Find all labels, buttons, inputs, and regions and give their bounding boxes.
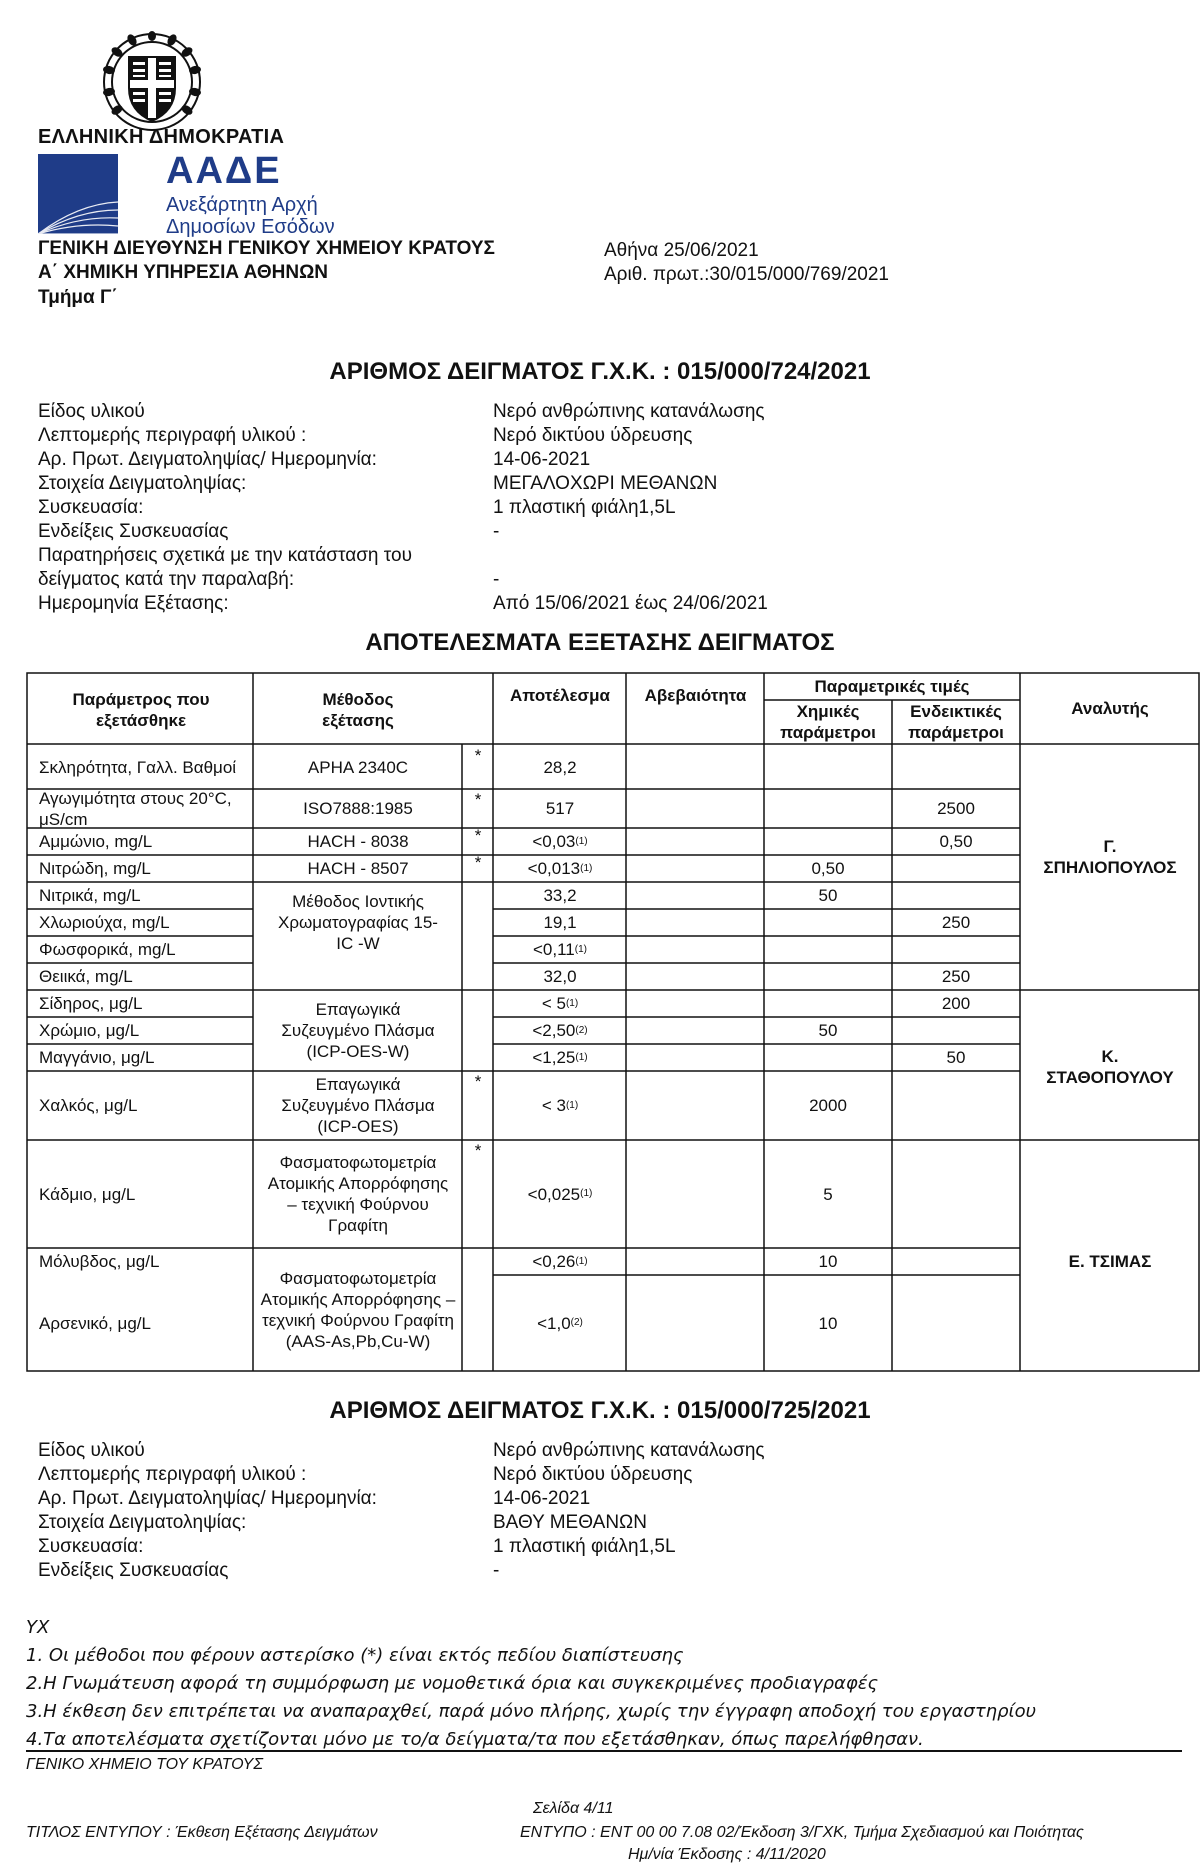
parameter-cell: Αμμώνιο, mg/L <box>39 832 153 851</box>
accreditation-asterisk: * <box>474 745 482 765</box>
chemical-limit-cell: 50 <box>818 886 838 905</box>
parameter-cell: Αγωγιμότητα στους 20°C, μS/cm <box>39 788 232 829</box>
info-label: Αρ. Πρωτ. Δειγματοληψίας/ Ημερομηνία: <box>38 449 377 470</box>
header-param-values: Παραμετρικές τιμές <box>814 677 970 696</box>
parameter-cell: Μόλυβδος, μg/L <box>39 1252 160 1271</box>
accreditation-asterisk: * <box>474 789 482 809</box>
header-method: Μέθοδος εξέτασης <box>322 690 394 730</box>
result-cell: 32,0 <box>543 967 577 986</box>
info-label: Είδος υλικού <box>38 1440 145 1461</box>
header-analyst: Αναλυτής <box>1071 698 1149 718</box>
info-value: Από 15/06/2021 έως 24/06/2021 <box>493 593 768 614</box>
parameter-cell: Χρώμιο, μg/L <box>39 1021 140 1040</box>
result-cell: <0,03 (1) <box>532 832 588 851</box>
results-table <box>26 672 1200 1372</box>
method-cell: Επαγωγικά Συζευγμένο Πλάσμα (ICP-OES-W) <box>281 999 435 1061</box>
indicative-limit-cell: 50 <box>946 1048 966 1067</box>
analyst-name: Κ. ΣΤΑΘΟΠΟΥΛΟΥ <box>1046 1047 1174 1087</box>
info-value: ΜΕΓΑΛΟΧΩΡΙ ΜΕΘΑΝΩΝ <box>493 473 718 494</box>
logo-name: ΑΑΔΕ <box>166 150 282 192</box>
accreditation-asterisk: * <box>474 825 482 845</box>
sample-title: ΑΡΙΘΜΟΣ ΔΕΙΓΜΑΤΟΣ Γ.Χ.Κ. : 015/000/724/2021 <box>329 358 871 385</box>
info-label: Συσκευασία: <box>38 1536 144 1557</box>
greek-coat-of-arms-icon <box>100 30 205 135</box>
method-cell: Επαγωγικά Συζευγμένο Πλάσμα (ICP-OES) <box>281 1075 435 1136</box>
section: Τμήμα Γ΄ <box>38 287 118 308</box>
info-value: Νερό ανθρώπινης κατανάλωσης <box>493 1440 765 1461</box>
parameter-cell: Φωσφορικά, mg/L <box>39 940 176 959</box>
place-date: Αθήνα 25/06/2021 <box>604 240 759 261</box>
result-cell: < 5 (1) <box>541 994 579 1013</box>
header-uncertainty: Αβεβαιότητα <box>644 685 747 705</box>
republic-name: ΕΛΛΗΝΙΚΗ ΔΗΜΟΚΡΑΤΙΑ <box>38 126 285 148</box>
info-label: Παρατηρήσεις σχετικά με την κατάσταση του <box>38 545 412 566</box>
notes-section <box>26 1614 1186 1754</box>
parameter-cell: Σίδηρος, μg/L <box>39 994 143 1013</box>
header-parameter: Παράμετρος που εξετάσθηκε <box>72 690 210 730</box>
info-value: - <box>493 569 500 590</box>
method-cell: APHA 2340C <box>307 757 409 777</box>
parameter-cell: Θειικά, mg/L <box>39 967 133 986</box>
chemical-limit-cell: 50 <box>818 1021 838 1040</box>
header-result: Αποτέλεσμα <box>510 685 610 705</box>
parameter-cell: Μαγγάνιο, μg/L <box>39 1048 155 1067</box>
analyst-name: Ε. ΤΣΙΜΑΣ <box>1068 1252 1152 1271</box>
result-cell: 19,1 <box>543 913 577 932</box>
analyst-name: Γ. ΣΠΗΛΙΟΠΟΥΛΟΣ <box>1043 837 1177 877</box>
info-label: Στοιχεία Δειγματοληψίας: <box>38 1512 247 1533</box>
note-item: 3.Η έκθεση δεν επιτρέπεται να αναπαραχθεί, παρά μόνο πλήρης, χωρίς την έγγραφη αποδοχή του εργαστηρίου <box>26 1701 1037 1722</box>
form-code: ΕΝΤΥΠΟ : ΕΝΤ 00 00 7.08 02/Έκδοση 3/ΓΧΚ, Τμήμα Σχεδιασμού και Ποιότητας <box>520 1824 1084 1841</box>
result-cell: 28,2 <box>543 757 577 777</box>
accreditation-asterisk: * <box>474 1140 482 1160</box>
directorate: ΓΕΝΙΚΗ ΔΙΕΥΘΥΝΣΗ ΓΕΝΙΚΟΥ ΧΗΜΕΙΟΥ ΚΡΑΤΟΥΣ <box>38 238 495 259</box>
note-item: 4.Τα αποτελέσματα σχετίζονται μόνο με το/α δείγματα/τα που εξετάσθηκαν, όπως παρελήφθησαν. <box>26 1729 924 1750</box>
info-label: δείγματος κατά την παραλαβή: <box>38 569 295 590</box>
info-value: Νερό ανθρώπινης κατανάλωσης <box>493 401 765 422</box>
protocol-number: Αριθ. πρωτ.:30/015/000/769/2021 <box>604 264 889 285</box>
issue-date: Ημ/νία Έκδοσης : 4/11/2020 <box>628 1846 826 1863</box>
form-title: ΤΙΤΛΟΣ ΕΝΤΥΠΟΥ : Έκθεση Εξέτασης Δειγμάτων <box>26 1824 378 1841</box>
info-label: Αρ. Πρωτ. Δειγματοληψίας/ Ημερομηνία: <box>38 1488 377 1509</box>
page-number: Σελίδα 4/11 <box>533 1800 614 1817</box>
info-label: Ημερομηνία Εξέτασης: <box>38 593 229 614</box>
aade-logo <box>38 150 338 238</box>
method-cell: Φασματοφωτομετρία Ατομικής Απορρόφησης – τεχνική Φούρνου Γραφίτη <box>267 1153 449 1235</box>
result-cell: <0,26 (1) <box>532 1252 588 1271</box>
info-value: Νερό δικτύου ύδρευσης <box>493 1464 693 1485</box>
info-value: 1 πλαστική φιάλη1,5L <box>493 1536 676 1557</box>
result-cell: <2,50 (2) <box>532 1021 588 1040</box>
info-value: - <box>493 521 500 542</box>
result-cell: 33,2 <box>543 886 577 905</box>
result-cell: 517 <box>545 799 575 818</box>
accreditation-asterisk: * <box>474 1071 482 1091</box>
service: Α΄ ΧΗΜΙΚΗ ΥΠΗΡΕΣΙΑ ΑΘΗΝΩΝ <box>38 262 329 283</box>
footer-divider <box>26 1750 1182 1752</box>
result-cell: <0,11 (1) <box>533 940 587 959</box>
info-label: Είδος υλικού <box>38 401 145 422</box>
chemical-limit-cell: 2000 <box>809 1096 847 1115</box>
indicative-limit-cell: 0,50 <box>939 832 973 851</box>
method-cell: Μέθοδος Ιοντικής Χρωματογραφίας 15-IC -W <box>278 891 438 953</box>
aade-logo-mark-icon <box>38 154 118 234</box>
result-cell: <0,013 (1) <box>527 859 593 878</box>
parameter-cell: Νιτρικά, mg/L <box>39 886 141 905</box>
parameter-cell: Χαλκός, μg/L <box>39 1096 138 1115</box>
result-cell: <1,0 (2) <box>537 1313 583 1333</box>
method-cell: HACH - 8038 <box>307 832 409 851</box>
info-label: Συσκευασία: <box>38 497 144 518</box>
info-label: Λεπτομερής περιγραφή υλικού : <box>38 1464 307 1485</box>
header-chemical: Χημικές παράμετροι <box>780 702 876 742</box>
info-label: Λεπτομερής περιγραφή υλικού : <box>38 425 307 446</box>
sample-info <box>38 401 1038 617</box>
logo-subtitle-line1: Ανεξάρτητη Αρχή <box>166 194 318 216</box>
indicative-limit-cell: 250 <box>941 913 971 932</box>
indicative-limit-cell: 250 <box>941 967 971 986</box>
indicative-limit-cell: 2500 <box>937 799 975 818</box>
info-label: Στοιχεία Δειγματοληψίας: <box>38 473 247 494</box>
sample-info <box>38 1440 1038 1584</box>
info-value: - <box>493 1560 500 1581</box>
footer-lab-name: ΓΕΝΙΚΟ ΧΗΜΕΙΟ ΤΟΥ ΚΡΑΤΟΥΣ <box>26 1756 263 1773</box>
parameter-cell: Αρσενικό, μg/L <box>39 1313 151 1333</box>
result-cell: < 3 (1) <box>541 1096 579 1115</box>
result-cell: <0,025 (1) <box>527 1184 593 1204</box>
header-indicative: Ενδεικτικές παράμετροι <box>908 702 1004 742</box>
parameter-cell: Κάδμιο, μg/L <box>39 1184 136 1204</box>
chemical-limit-cell: 10 <box>818 1313 838 1333</box>
accreditation-asterisk: * <box>474 852 482 872</box>
results-title: ΑΠΟΤΕΛΕΣΜΑΤΑ ΕΞΕΤΑΣΗΣ ΔΕΙΓΜΑΤΟΣ <box>365 629 835 656</box>
info-value: 1 πλαστική φιάλη1,5L <box>493 497 676 518</box>
parameter-cell: Σκληρότητα, Γαλλ. Βαθμοί <box>39 757 237 777</box>
indicative-limit-cell: 200 <box>941 994 971 1013</box>
chemical-limit-cell: 0,50 <box>811 859 845 878</box>
info-label: Ενδείξεις Συσκευασίας <box>38 521 229 542</box>
notes-title: ΥΧ <box>26 1617 50 1638</box>
parameter-cell: Νιτρώδη, mg/L <box>39 859 151 878</box>
result-cell: <1,25 (1) <box>532 1048 588 1067</box>
info-value: Νερό δικτύου ύδρευσης <box>493 425 693 446</box>
method-cell: ISO7888:1985 <box>303 799 413 818</box>
chemical-limit-cell: 10 <box>818 1252 838 1271</box>
sample-title: ΑΡΙΘΜΟΣ ΔΕΙΓΜΑΤΟΣ Γ.Χ.Κ. : 015/000/725/2021 <box>329 1397 871 1424</box>
info-value: 14-06-2021 <box>493 449 591 470</box>
method-cell: Φασματοφωτομετρία Ατομικής Απορρόφησης – τεχνική Φούρνου Γραφίτη (AAS-As,Pb,Cu-W) <box>260 1268 456 1351</box>
info-value: 14-06-2021 <box>493 1488 591 1509</box>
logo-subtitle-line2: Δημοσίων Εσόδων <box>166 216 335 238</box>
note-item: 1. Οι μέθοδοι που φέρουν αστερίσκο (*) είναι εκτός πεδίου διαπίστευσης <box>26 1645 684 1666</box>
info-label: Ενδείξεις Συσκευασίας <box>38 1560 229 1581</box>
parameter-cell: Χλωριούχα, mg/L <box>39 913 170 932</box>
note-item: 2.Η Γνωμάτευση αφορά τη συμμόρφωση με νομοθετικά όρια και συγκεκριμένες προδιαγραφές <box>26 1673 879 1694</box>
info-value: ΒΑΘΥ ΜΕΘΑΝΩΝ <box>493 1512 647 1533</box>
method-cell: HACH - 8507 <box>307 859 409 878</box>
chemical-limit-cell: 5 <box>823 1184 833 1204</box>
